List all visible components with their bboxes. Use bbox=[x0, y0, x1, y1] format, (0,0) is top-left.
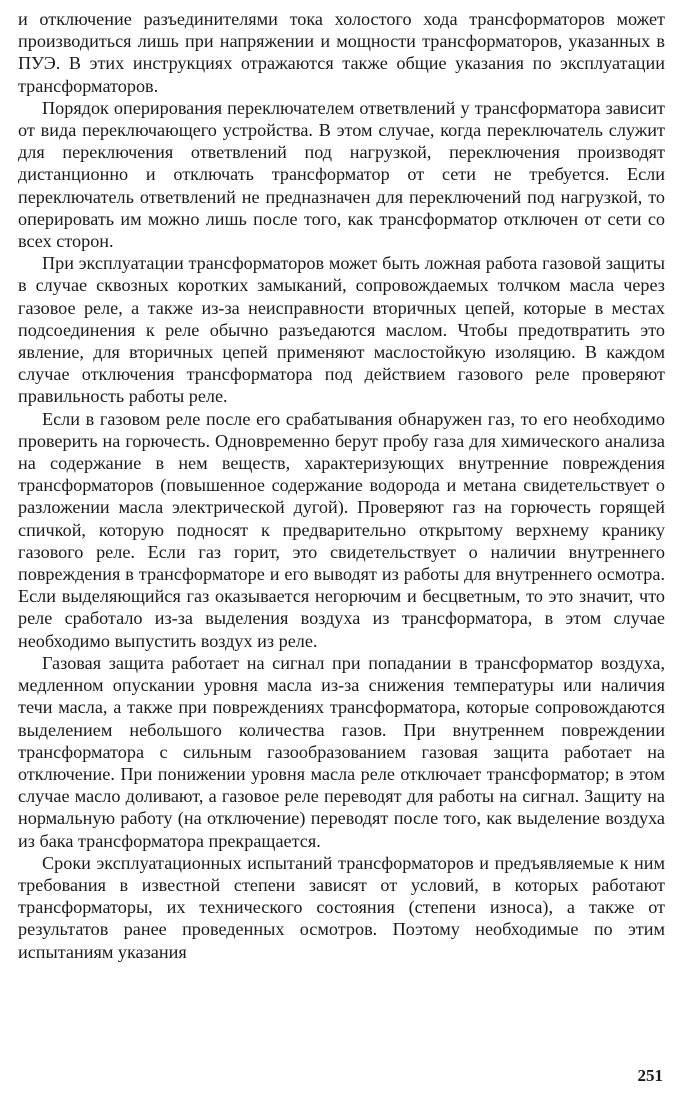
paragraph-false-gas-protection: При эксплуатации трансформаторов может быть ложная работа газовой защиты в случае сквозных коротких замыканий, сопровождаемых толчком масла через газовое реле, а также из-за неисправности вторичных цепей, которые в местах подсоединения к реле обычно разъедаются маслом. Чтобы предотвратить это явление, для вторичных цепей применяют маслостойкую изоляцию. В каждом случае отключения трансформатора под действием газового реле проверяют правильность работы реле. bbox=[18, 253, 665, 407]
paragraph-gas-test: Если в газовом реле после его срабатывания обнаружен газ, то его необходимо проверить на горючесть. Одновременно берут пробу газа для химического анализа на содержание в нем веществ, характеризующих внутренние повреждения трансформаторов (повышенное содержание водорода и метана свидетельствует о разложении масла электрической дугой). Проверяют газ на горючесть горящей спичкой, которую подносят к предварительно открытому верхнему кранику газового реле. Если газ горит, это свидетельствует о наличии внутреннего повреждения в трансформаторе и его выводят из работы для внутреннего осмотра. Если выделяющийся газ оказывается негорючим и бесцветным, то это значит, что реле сработало из-за выделения воздуха из трансформатора, в этом случае необходимо выпустить воздух из реле. bbox=[18, 408, 665, 651]
paragraph-gas-protection-signal: Газовая защита работает на сигнал при попадании в трансформатор воздуха, медленном опускании уровня масла из-за снижения температуры или наличия течи масла, а также при повреждениях трансформатора, которые сопровождаются выделением небольшого количества газов. При внутреннем повреждении трансформатора с сильным газообразованием газовая защита работает на отключение. При понижении уровня масла реле отключает трансформатор; в этом случае масло доливают, а газовое реле переводят для работы на сигнал. Защиту на нормальную работу (на отключение) переводят после того, как выделение воздуха из бака трансформатора прекращается. bbox=[18, 652, 665, 851]
paragraph-continued: и отключение разъединителями тока холостого хода трансформаторов может производиться лишь при напряжении и мощности трансформаторов, указанных в ПУЭ. В этих инструкциях отражаются также общие указания по эксплуатации трансформаторов. bbox=[18, 9, 665, 96]
page-number: 251 bbox=[637, 1066, 663, 1085]
paragraph-testing-schedule: Сроки эксплуатационных испытаний трансформаторов и предъявляемые к ним требования в известной степени зависят от условий, в которых работают трансформаторы, их технического состояния (степени износа), а также от результатов ранее проведенных осмотров. Поэтому необходимые по этим испытаниям указания bbox=[18, 852, 665, 962]
body-text bbox=[18, 8, 665, 963]
paragraph-tap-changer: Порядок оперирования переключателем ответвлений у трансформатора зависит от вида переключающего устройства. В этом случае, когда переключатель служит для переключения ответвлений под нагрузкой, переключения производят дистанционно и отключать трансформатор от сети не требуется. Если переключатель ответвлений не предназначен для переключений под нагрузкой, то оперировать им можно лишь после того, как трансформатор отключен от сети со всех сторон. bbox=[18, 97, 665, 252]
